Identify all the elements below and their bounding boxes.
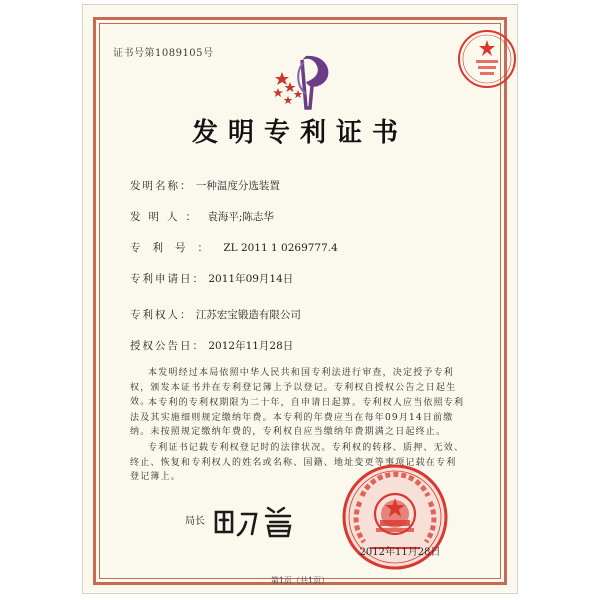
filing-date-label: 专利申请日： bbox=[130, 273, 205, 285]
patent-number-value: ZL 2011 1 0269777.4 bbox=[223, 242, 338, 254]
patent-number-label: 专利号： bbox=[130, 242, 220, 254]
director-label: 局长 bbox=[185, 516, 205, 527]
field-grant-date bbox=[130, 338, 293, 353]
patentee-value: 江苏宏宝锻造有限公司 bbox=[195, 309, 301, 321]
field-invention-name bbox=[130, 178, 280, 193]
invention-name-value: 一种温度分选装置 bbox=[195, 180, 280, 192]
paragraph-term-and-fees: 本专利的专利权期限为二十年，自申请日起算。专利权人应当依照专利法及其实施细则规定缴纳年费。本专利的年费应当在每年09月14日前缴纳。未按照规定缴纳年费的，专利权自应当缴纳年费期满之日起终止。 bbox=[130, 398, 465, 437]
field-inventor bbox=[130, 209, 274, 224]
seal-date: 2012年11月28日 bbox=[359, 547, 441, 558]
inventor-label: 发明人： bbox=[130, 211, 204, 223]
director-signature-icon bbox=[210, 500, 300, 540]
patent-office-logo-icon bbox=[266, 50, 346, 110]
field-patent-number bbox=[130, 240, 338, 255]
paragraph-grant-decision: 本发明经过本局依照中华人民共和国专利法进行审查，决定授予专利权，颁发本证书并在专利登记簿上予以登记。专利权自授权公告之日起生效。 bbox=[130, 368, 457, 407]
filing-date-value: 2011年09月14日 bbox=[208, 273, 294, 285]
agency-seal-icon bbox=[456, 28, 518, 90]
patentee-label: 专利权人： bbox=[130, 309, 193, 321]
field-patentee bbox=[130, 307, 301, 322]
invention-name-label: 发明名称： bbox=[130, 180, 193, 192]
certificate-number: 证书号第1089105号 bbox=[113, 48, 214, 59]
paragraph-legal-status: 专利证书记载专利权登记时的法律状况。专利权的转移、质押、无效、终止、恢复和专利权人的姓名或名称、国籍、地址变更等事项记载在专利登记簿上。 bbox=[130, 443, 465, 482]
grant-date-label: 授权公告日： bbox=[130, 340, 205, 352]
page-number: 第1页（共1页） bbox=[270, 576, 330, 585]
grant-date-value: 2012年11月28日 bbox=[208, 340, 294, 352]
field-filing-date bbox=[130, 271, 293, 286]
certificate-title: 发明专利证书 bbox=[191, 118, 408, 148]
inventor-value: 袁海平;陈志华 bbox=[207, 211, 274, 223]
